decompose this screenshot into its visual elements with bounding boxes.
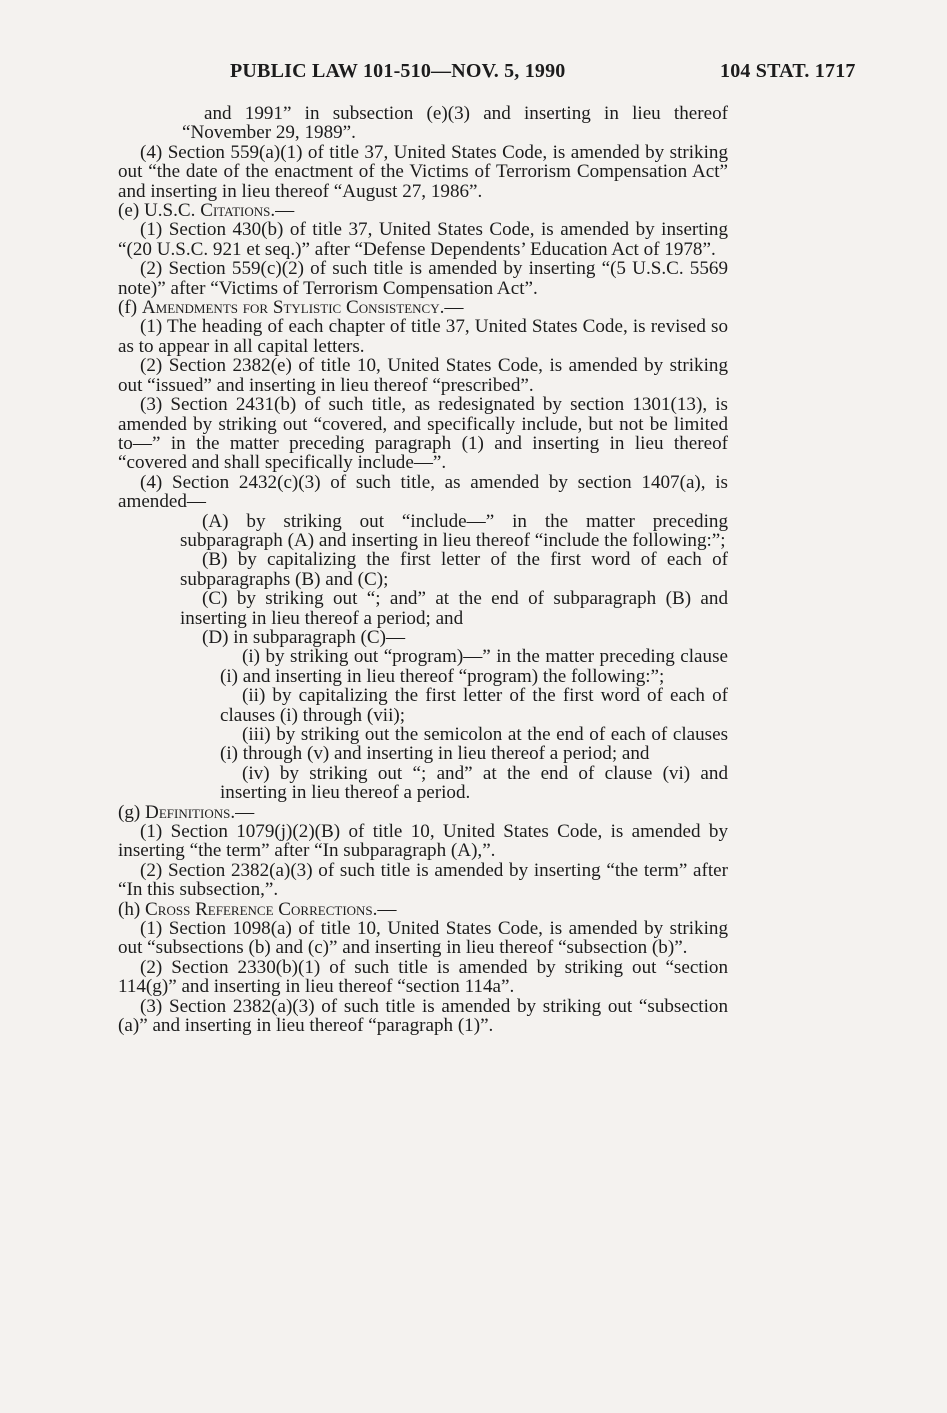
section-heading: [118, 298, 728, 317]
section-heading-prefix: (f): [118, 297, 142, 319]
section-heading-prefix: (g): [118, 801, 146, 823]
header-title: PUBLIC LAW 101-510—NOV. 5, 1990: [230, 60, 566, 82]
section-heading-text: Cross Reference Corrections.—: [145, 898, 397, 920]
paragraph: (iv) by striking out “; and” at the end of clause (vi) and inserting in lieu thereof a period.: [220, 762, 728, 804]
paragraph: (2) Section 559(c)(2) of such title is amended by inserting “(5 U.S.C. 5569 note)” after “Victims of Terrorism Compensation Act”.: [118, 258, 728, 299]
paragraph: (3) Section 2431(b) of such title, as redesignated by section 1301(13), is amended by striking out “covered, and specifically include, but not be limited to—” in the matter preceding paragraph (1) and inserting in lieu thereof “covered and shall specifically include—”.: [118, 394, 728, 474]
paragraph: (2) Section 2382(e) of title 10, United States Code, is amended by striking out “issued” and inserting in lieu thereof “prescribed”.: [118, 355, 728, 396]
paragraph: and 1991” in subsection (e)(3) and inserting in lieu thereof “November 29, 1989”.: [182, 103, 728, 144]
section-heading-text: Amendments for Stylistic Consistency.—: [141, 297, 464, 319]
paragraph: (D) in subparagraph (C)—: [202, 626, 406, 648]
paragraph: (1) The heading of each chapter of title 37, United States Code, is revised so as to appear in all capital letters.: [118, 316, 728, 357]
paragraph: (1) Section 1098(a) of title 10, United States Code, is amended by striking out “subsections (b) and (c)” and inserting in lieu thereof “subsection (b)”.: [118, 918, 728, 959]
header-stat-page: 104 STAT. 1717: [720, 60, 856, 82]
paragraph: (ii) by capitalizing the first letter of the first word of each of clauses (i) through (vii);: [220, 685, 728, 726]
paragraph: (4) Section 2432(c)(3) of such title, as amended by section 1407(a), is amended—: [118, 471, 728, 513]
section-heading: [118, 803, 728, 822]
paragraph: (i) by striking out “program)—” in the matter preceding clause (i) and inserting in lieu thereof “program) the following:”;: [220, 646, 728, 687]
section-heading: [118, 201, 728, 220]
paragraph: (A) by striking out “include—” in the matter preceding subparagraph (A) and inserting in lieu thereof “include the following:”;: [180, 510, 728, 551]
document-body: [118, 104, 728, 1036]
paragraph: (B) by capitalizing the first letter of the first word of each of subparagraphs (B) and (C);: [180, 549, 728, 590]
paragraph: (iii) by striking out the semicolon at the end of each of clauses (i) through (v) and inserting in lieu thereof a period; and: [220, 724, 728, 765]
running-header: [0, 60, 947, 90]
paragraph: (C) by striking out “; and” at the end of subparagraph (B) and inserting in lieu thereof a period; and: [180, 588, 728, 629]
paragraph: (1) Section 430(b) of title 37, United States Code, is amended by inserting “(20 U.S.C. 921 et seq.)” after “Defense Dependents’ Education Act of 1978”.: [118, 219, 728, 260]
section-heading-text: U.S.C. Citations.—: [143, 200, 295, 222]
section-heading-prefix: (h): [118, 898, 146, 920]
paragraph: (2) Section 2330(b)(1) of such title is amended by striking out “section 114(g)” and inserting in lieu thereof “section 114a”.: [118, 956, 728, 998]
section-heading-prefix: (e): [118, 200, 144, 222]
section-heading-text: Definitions.—: [145, 801, 255, 823]
paragraph: (4) Section 559(a)(1) of title 37, United States Code, is amended by striking out “the date of the enactment of the Victims of Terrorism Compensation Act” and inserting in lieu thereof “August 27, 1986”.: [118, 141, 728, 202]
paragraph: (2) Section 2382(a)(3) of such title is amended by inserting “the term” after “In this subsection,”.: [118, 859, 728, 901]
section-heading: [118, 900, 728, 919]
paragraph: (1) Section 1079(j)(2)(B) of title 10, United States Code, is amended by inserting “the term” after “In subparagraph (A),”.: [118, 821, 728, 862]
paragraph: (3) Section 2382(a)(3) of such title is amended by striking out “subsection (a)” and inserting in lieu thereof “paragraph (1)”.: [118, 995, 728, 1037]
